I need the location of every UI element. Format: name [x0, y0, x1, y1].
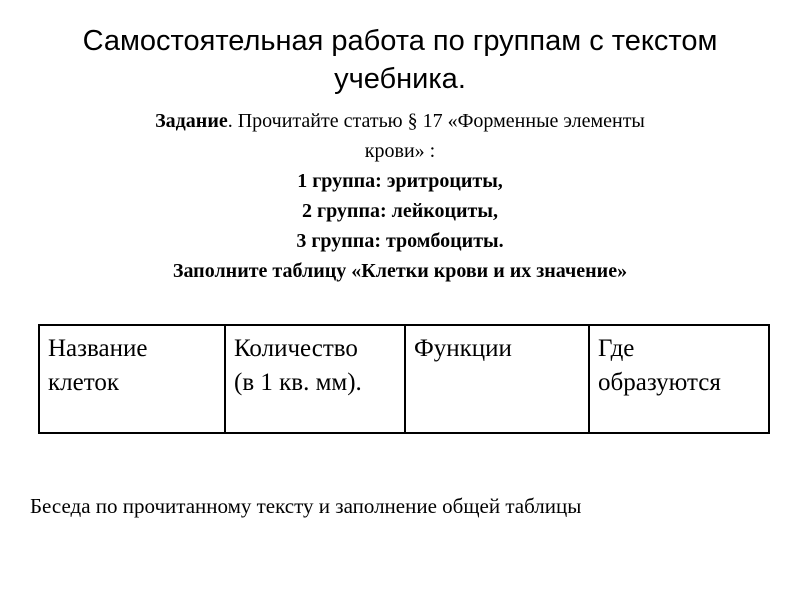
- header-cell-quantity: [225, 325, 405, 433]
- header-cell-text: Функции: [414, 335, 512, 362]
- task-intro-line: [40, 106, 760, 136]
- footer-note: Беседа по прочитанному тексту и заполнение общей таблицы: [30, 494, 582, 518]
- task-group-2: 2 группа: лейкоциты,: [301, 200, 498, 222]
- header-cell-text: Где: [598, 335, 635, 362]
- task-group-3: 3 группа: тромбоциты.: [296, 230, 504, 252]
- task-text-part2: крови» :: [364, 140, 436, 162]
- header-cell-name: [39, 325, 225, 433]
- header-cell-text: (в 1 кв. мм).: [234, 369, 362, 396]
- header-cell-text: Количество: [234, 335, 358, 362]
- task-text-part1: . Прочитайте статью § 17 «Форменные элементы: [227, 110, 645, 132]
- task-instruction: Заполните таблицу «Клетки крови и их значение»: [172, 260, 628, 282]
- header-cell-text: Название: [48, 335, 148, 362]
- task-group-1: 1 группа: эритроциты,: [297, 170, 503, 192]
- slide-title: [20, 22, 780, 98]
- title-line-1: Самостоятельная работа по группам с текстом: [82, 25, 718, 57]
- header-cell-text: клеток: [48, 369, 119, 396]
- header-cell-origin: [589, 325, 769, 433]
- task-label: Задание: [155, 110, 228, 132]
- title-line-2: учебника.: [334, 63, 466, 95]
- table-header-row: [39, 325, 769, 433]
- task-block: [40, 106, 760, 286]
- blood-cells-table: [38, 324, 770, 434]
- header-cell-text: образуются: [598, 369, 721, 396]
- header-cell-functions: [405, 325, 589, 433]
